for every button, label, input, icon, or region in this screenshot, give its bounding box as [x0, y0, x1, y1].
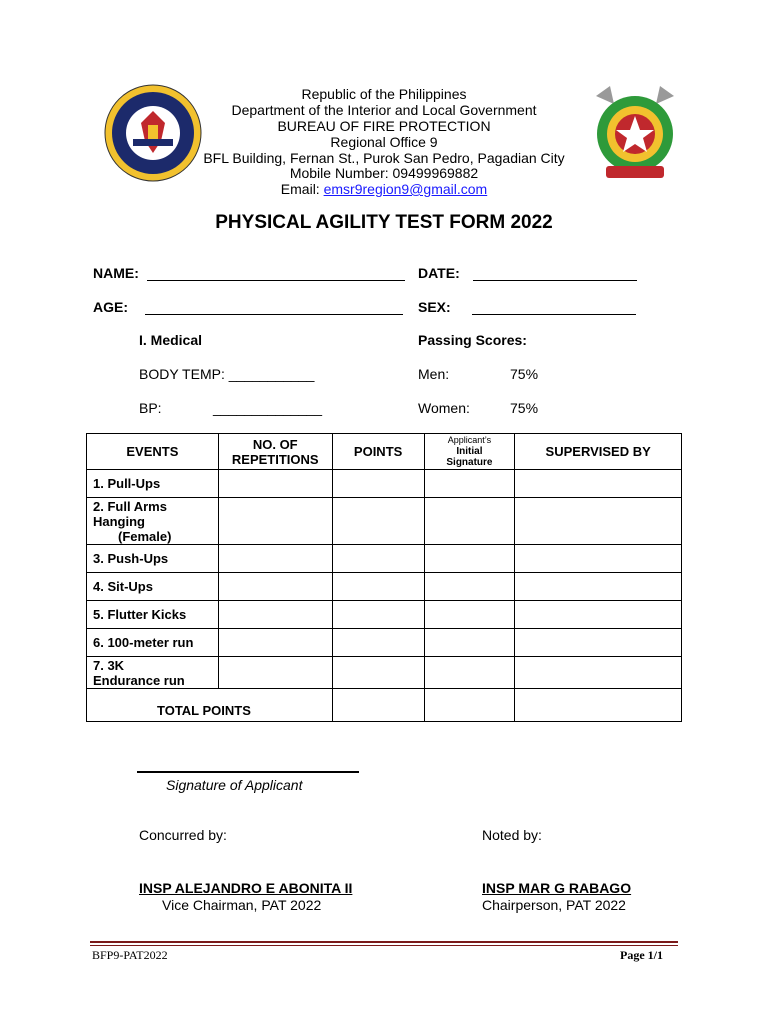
applicant-signature-caption: Signature of Applicant: [166, 777, 303, 793]
event-cell: 4. Sit-Ups: [87, 573, 219, 601]
concurred-label: Concurred by:: [139, 827, 227, 843]
supervised-cell[interactable]: [515, 498, 682, 545]
name-line[interactable]: [147, 280, 405, 281]
supervised-cell[interactable]: [515, 470, 682, 498]
event-cell: 1. Pull-Ups: [87, 470, 219, 498]
points-cell[interactable]: [332, 601, 424, 629]
supervised-cell[interactable]: [515, 573, 682, 601]
points-cell[interactable]: [332, 470, 424, 498]
supervised-cell[interactable]: [515, 545, 682, 573]
passing-heading: Passing Scores:: [418, 332, 527, 348]
header-initial-line1: Applicant’s: [447, 435, 492, 445]
bp-field[interactable]: ______________: [213, 400, 323, 416]
concurred-name: INSP ALEJANDRO E ABONITA II: [139, 880, 353, 896]
men-value: 75%: [510, 366, 539, 382]
sex-label: SEX:: [418, 299, 451, 315]
events-table: [86, 433, 682, 722]
supervised-cell[interactable]: [515, 629, 682, 657]
table-row: [87, 657, 682, 689]
points-cell[interactable]: [332, 545, 424, 573]
initial-cell[interactable]: [424, 498, 515, 545]
body-temp-field[interactable]: BODY TEMP: ___________: [139, 366, 315, 382]
table-row: [87, 498, 682, 545]
header-address: BFL Building, Fernan St., Purok San Pedro, Pagadian City: [203, 150, 565, 166]
header-initial-signature: [424, 434, 515, 470]
table-header-row: [87, 434, 682, 470]
concurred-title: Vice Chairman, PAT 2022: [162, 897, 322, 913]
header-supervised-by: SUPERVISED BY: [515, 434, 682, 470]
event-line1: 2. Full Arms: [93, 498, 167, 514]
repetitions-cell[interactable]: [218, 601, 332, 629]
header-email: [0, 182, 768, 198]
repetitions-cell[interactable]: [218, 573, 332, 601]
event-line2: Hanging: [93, 513, 145, 529]
women-value: 75%: [510, 400, 539, 416]
header-events: EVENTS: [87, 434, 219, 470]
total-points-label: TOTAL POINTS: [87, 689, 333, 722]
points-cell[interactable]: [332, 657, 424, 689]
sex-line[interactable]: [472, 314, 636, 315]
header-repetitions-line1: NO. OF: [252, 436, 298, 452]
table-row: [87, 629, 682, 657]
footer-code: BFP9-PAT2022: [92, 948, 168, 962]
initial-cell[interactable]: [424, 629, 515, 657]
header-repetitions-line2: REPETITIONS: [231, 451, 319, 467]
table-row: [87, 545, 682, 573]
header-repetitions: [218, 434, 332, 470]
repetitions-cell[interactable]: [218, 498, 332, 545]
medical-heading: I. Medical: [139, 332, 203, 348]
date-line[interactable]: [473, 280, 637, 281]
table-row: [87, 601, 682, 629]
initial-cell[interactable]: [424, 470, 515, 498]
event-line2: Endurance run: [93, 672, 185, 688]
initial-cell[interactable]: [424, 573, 515, 601]
initial-cell[interactable]: [424, 601, 515, 629]
points-cell[interactable]: [332, 629, 424, 657]
bp-label: BP:: [139, 400, 162, 416]
email-label: Email:: [280, 181, 320, 197]
header-regional-office: Regional Office 9: [330, 134, 438, 150]
initial-cell[interactable]: [424, 545, 515, 573]
noted-name: INSP MAR G RABAGO: [482, 880, 632, 896]
applicant-signature-line[interactable]: [137, 771, 359, 773]
header-points: POINTS: [332, 434, 424, 470]
event-cell: [87, 498, 219, 545]
date-label: DATE:: [418, 265, 460, 281]
header-mobile: Mobile Number: 09499969882: [289, 165, 479, 181]
repetitions-cell[interactable]: [218, 545, 332, 573]
points-cell[interactable]: [332, 498, 424, 545]
event-line1: 7. 3K: [93, 657, 125, 673]
points-cell[interactable]: [332, 573, 424, 601]
event-cell: [87, 657, 219, 689]
footer-rule-thin: [90, 945, 678, 946]
footer-rule: [90, 941, 678, 943]
total-row: [87, 689, 682, 722]
footer-page-number: Page 1/1: [620, 948, 663, 962]
total-supervised-cell[interactable]: [515, 689, 682, 722]
header-department: Department of the Interior and Local Government: [231, 102, 537, 118]
women-label: Women:: [418, 400, 470, 416]
age-line[interactable]: [145, 314, 403, 315]
repetitions-cell[interactable]: [218, 657, 332, 689]
supervised-cell[interactable]: [515, 601, 682, 629]
initial-cell[interactable]: [424, 657, 515, 689]
repetitions-cell[interactable]: [218, 629, 332, 657]
table-row: [87, 573, 682, 601]
header-republic: Republic of the Philippines: [301, 86, 467, 102]
event-cell: 3. Push-Ups: [87, 545, 219, 573]
noted-label: Noted by:: [482, 827, 542, 843]
supervised-cell[interactable]: [515, 657, 682, 689]
header-bureau: BUREAU OF FIRE PROTECTION: [277, 118, 491, 134]
total-points-cell[interactable]: [332, 689, 424, 722]
event-cell: 5. Flutter Kicks: [87, 601, 219, 629]
total-initial-cell[interactable]: [424, 689, 515, 722]
header-initial-line3: Signature: [446, 457, 493, 468]
email-link[interactable]: emsr9region9@gmail.com: [323, 181, 488, 197]
noted-title: Chairperson, PAT 2022: [482, 897, 626, 913]
age-label: AGE:: [93, 299, 128, 315]
table-row: [87, 470, 682, 498]
name-label: NAME:: [93, 265, 139, 281]
event-cell: 6. 100-meter run: [87, 629, 219, 657]
repetitions-cell[interactable]: [218, 470, 332, 498]
men-label: Men:: [418, 366, 450, 382]
page-title: PHYSICAL AGILITY TEST FORM 2022: [215, 212, 553, 233]
header-initial-line2: Initial: [456, 446, 483, 457]
event-line3: (Female): [118, 528, 172, 544]
